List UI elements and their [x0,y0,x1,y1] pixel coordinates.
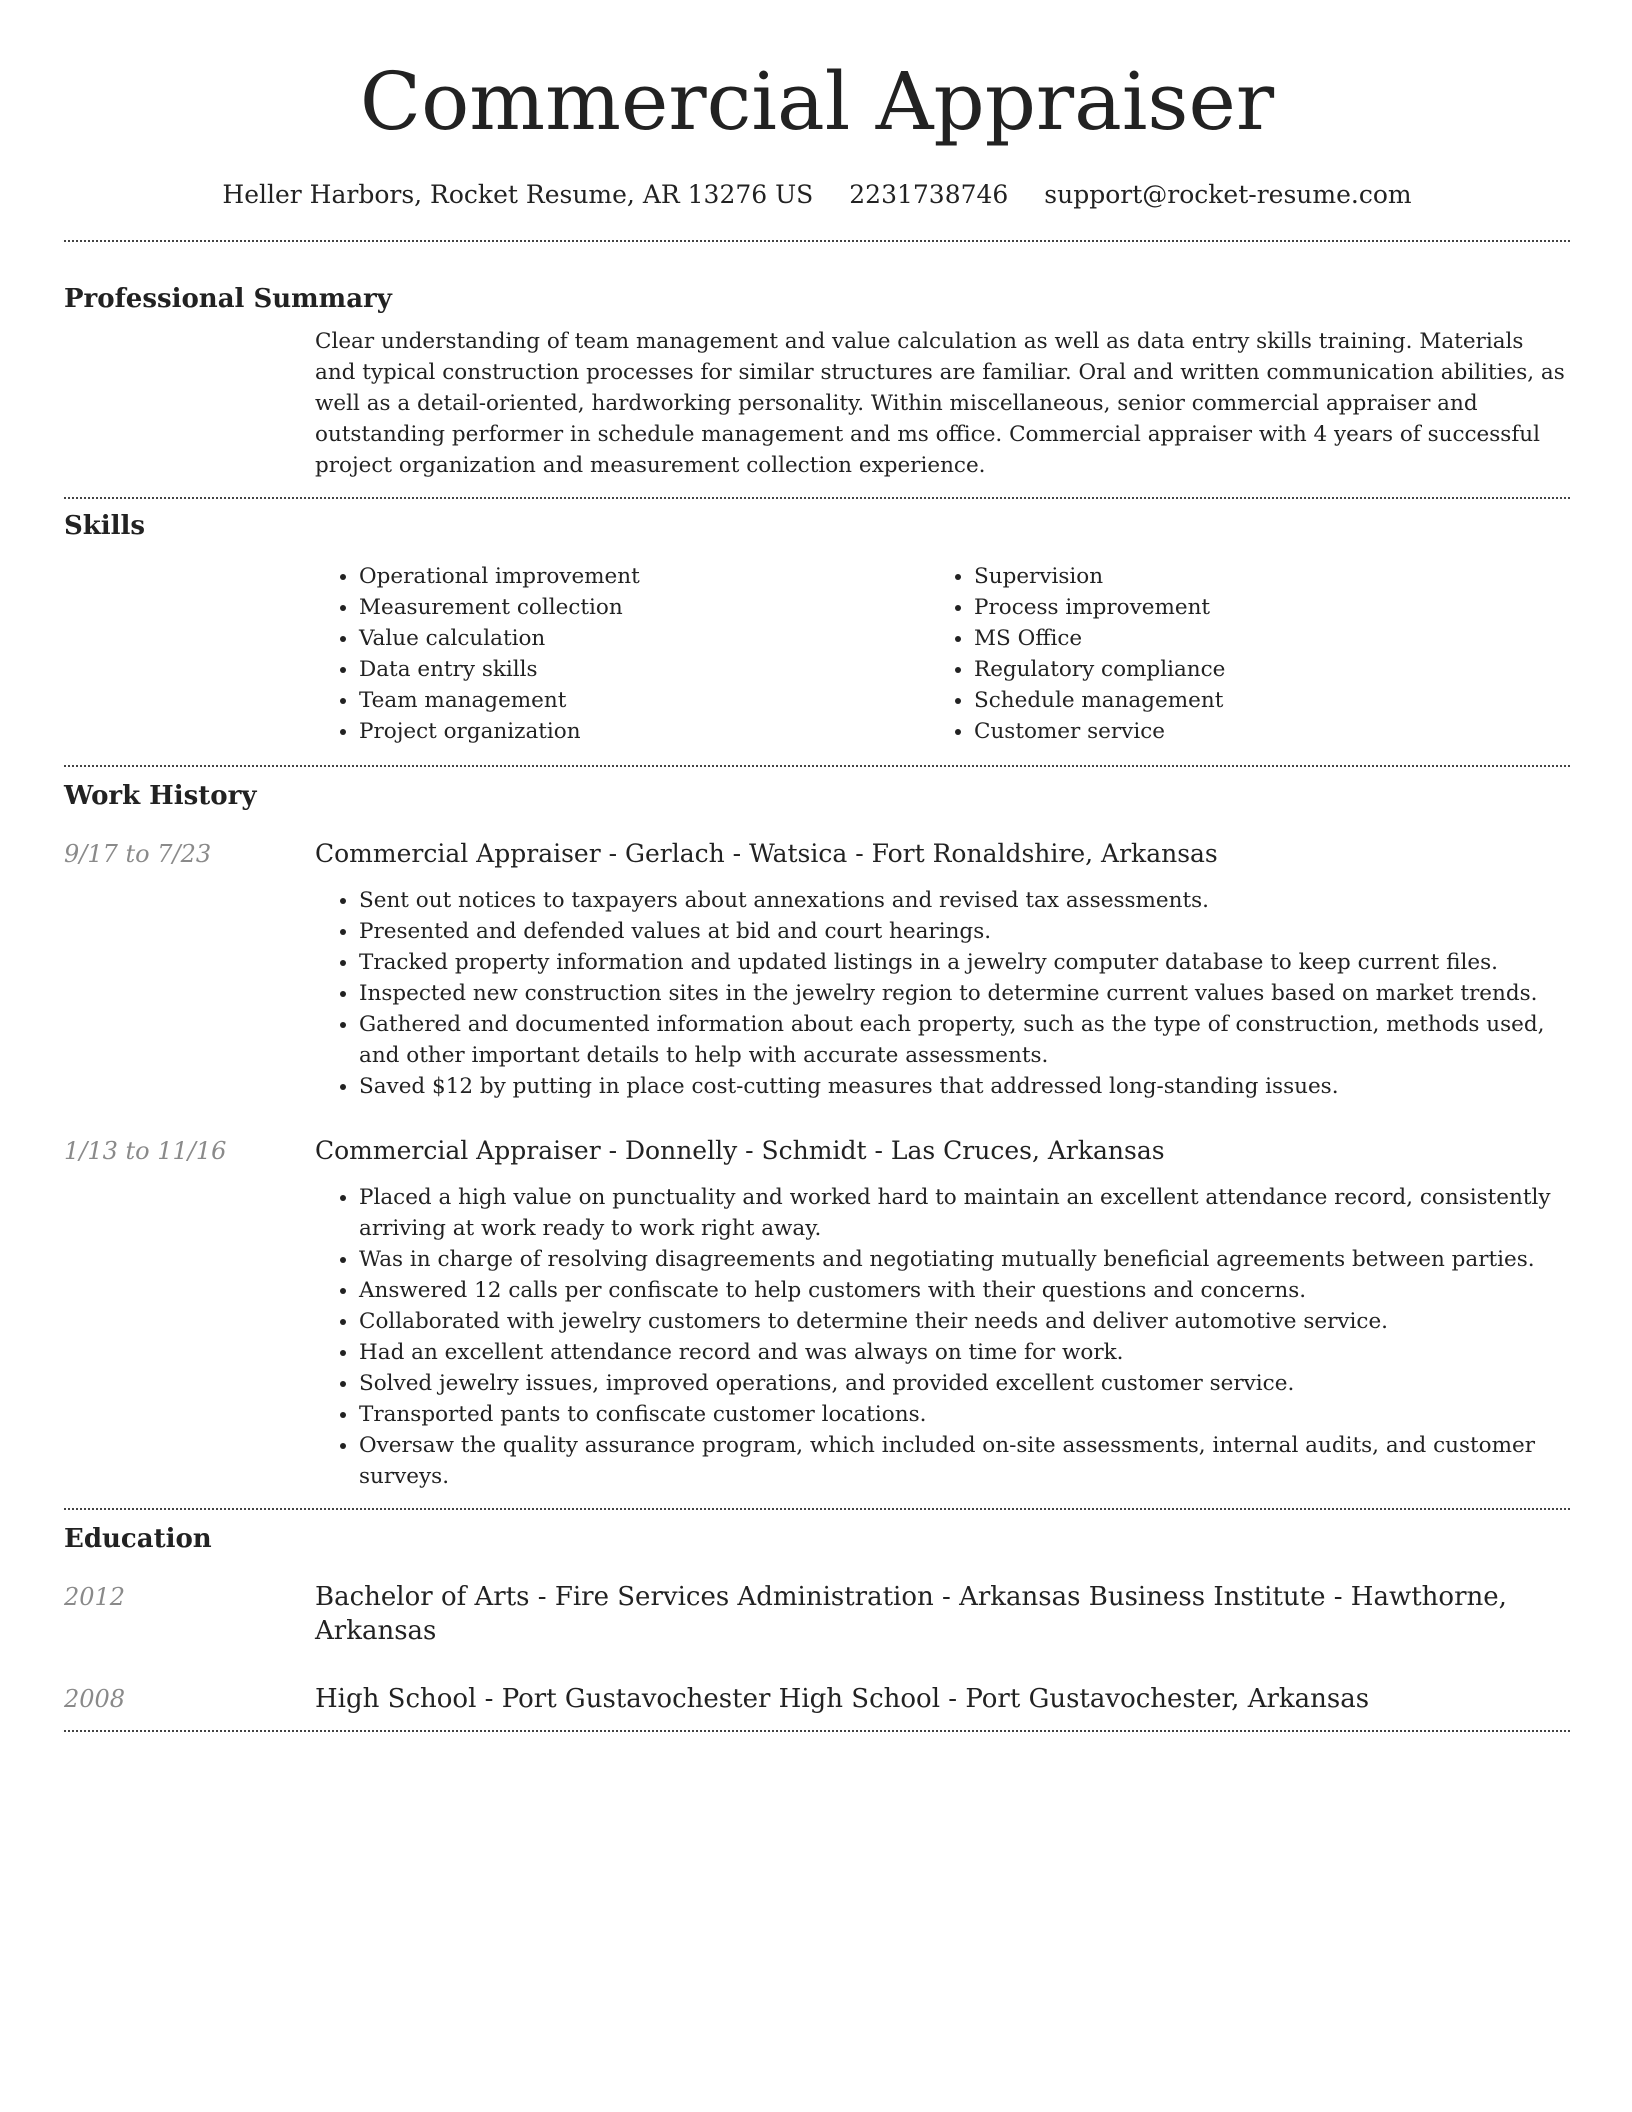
divider [64,1730,1570,1732]
candidate-name: Commercial Appraiser [359,55,1275,148]
resume-header [64,0,1570,212]
skills-column-left [315,561,930,747]
list-item: • Tracked property information and updated listings in a jewelry computer database to keep current files. [359,947,1570,978]
skills-list [315,561,1570,747]
skill-item: • Customer service [974,716,1545,747]
list-item: • Gathered and documented information about each property, such as the type of construction, methods used, and other important details to help with accurate assessments. [359,1009,1570,1071]
skills-section [64,499,1570,747]
skill-item: • Value calculation [359,623,930,654]
education-entry [64,1580,1570,1648]
job-title: Commercial Appraiser - Gerlach - Watsica - Fort Ronaldshire, Arkansas [315,839,1218,868]
job-bullets [315,1182,1570,1492]
skills-column-right [930,561,1545,747]
education-section [64,1510,1570,1716]
skills-title: Skills [64,511,146,541]
job-details [315,1182,1570,1492]
skill-item: • Process improvement [974,592,1545,623]
work-title: Work History [64,781,257,811]
job-header [64,1134,1570,1168]
job-title: Commercial Appraiser - Donnelly - Schmidt - Las Cruces, Arkansas [315,1136,1165,1165]
list-item: • Inspected new construction sites in the jewelry region to determine current values based on market trends. [359,978,1570,1009]
summary-section [64,242,1570,481]
list-item: • Had an excellent attendance record and was always on time for work. [359,1337,1570,1368]
summary-title: Professional Summary [64,284,392,314]
list-item: • Answered 12 calls per confiscate to help customers with their questions and concerns. [359,1275,1570,1306]
skill-item: • Supervision [974,561,1545,592]
job-entry [64,1134,1570,1492]
education-year: 2012 [64,1583,126,1611]
contact-email: support@rocket-resume.com [1044,180,1412,209]
skill-item: • Measurement collection [359,592,930,623]
skill-item: • Regulatory compliance [974,654,1545,685]
work-section [64,767,1570,1492]
list-item: • Placed a high value on punctuality and worked hard to maintain an excellent attendance record, consistently arriving at work ready to work right away. [359,1182,1570,1244]
education-title: Education [64,1524,212,1554]
skill-item: • Project organization [359,716,930,747]
list-item: • Transported pants to confiscate customer locations. [359,1399,1570,1430]
skill-item: • Team management [359,685,930,716]
list-item: • Oversaw the quality assurance program, which included on-site assessments, internal audits, and customer surveys. [359,1430,1570,1492]
job-dates: 9/17 to 7/23 [64,840,212,868]
resume-page [64,0,1570,1732]
job-details [315,885,1570,1102]
skill-item: • MS Office [974,623,1545,654]
job-entry [64,837,1570,1102]
education-year: 2008 [64,1685,126,1713]
education-title-text: High School - Port Gustavochester High School - Port Gustavochester, Arkansas [315,1684,1370,1714]
job-header [64,837,1570,871]
skill-item: • Schedule management [974,685,1545,716]
contact-phone: 2231738746 [849,180,1009,209]
list-item: • Was in charge of resolving disagreements and negotiating mutually beneficial agreements between parties. [359,1244,1570,1275]
job-bullets [315,885,1570,1102]
list-item: • Sent out notices to taxpayers about annexations and revised tax assessments. [359,885,1570,916]
summary-text: Clear understanding of team management and value calculation as well as data entry skills training. Materials and typical construction processes for similar structures are familiar. Oral and written communication abilities, as well as a detail-oriented, hardworking personality. Within miscellaneous, senior commercial appraiser and outstanding performer in schedule management and ms office. Commercial appraiser with 4 years of successful project organization and measurement collection experience. [315,329,1565,478]
skill-item: • Operational improvement [359,561,930,592]
skill-item: • Data entry skills [359,654,930,685]
job-dates: 1/13 to 11/16 [64,1137,227,1165]
list-item: • Saved $12 by putting in place cost-cutting measures that addressed long-standing issues. [359,1071,1570,1102]
list-item: • Solved jewelry issues, improved operations, and provided excellent customer service. [359,1368,1570,1399]
list-item: • Presented and defended values at bid and court hearings. [359,916,1570,947]
education-entry [64,1682,1570,1716]
summary-content [315,326,1570,481]
list-item: • Collaborated with jewelry customers to determine their needs and deliver automotive service. [359,1306,1570,1337]
education-title-text: Bachelor of Arts - Fire Services Administration - Arkansas Business Institute - Hawthorne, Arkansas [315,1582,1507,1646]
contact-line [64,178,1570,212]
contact-address: Heller Harbors, Rocket Resume, AR 13276 US [222,180,814,209]
